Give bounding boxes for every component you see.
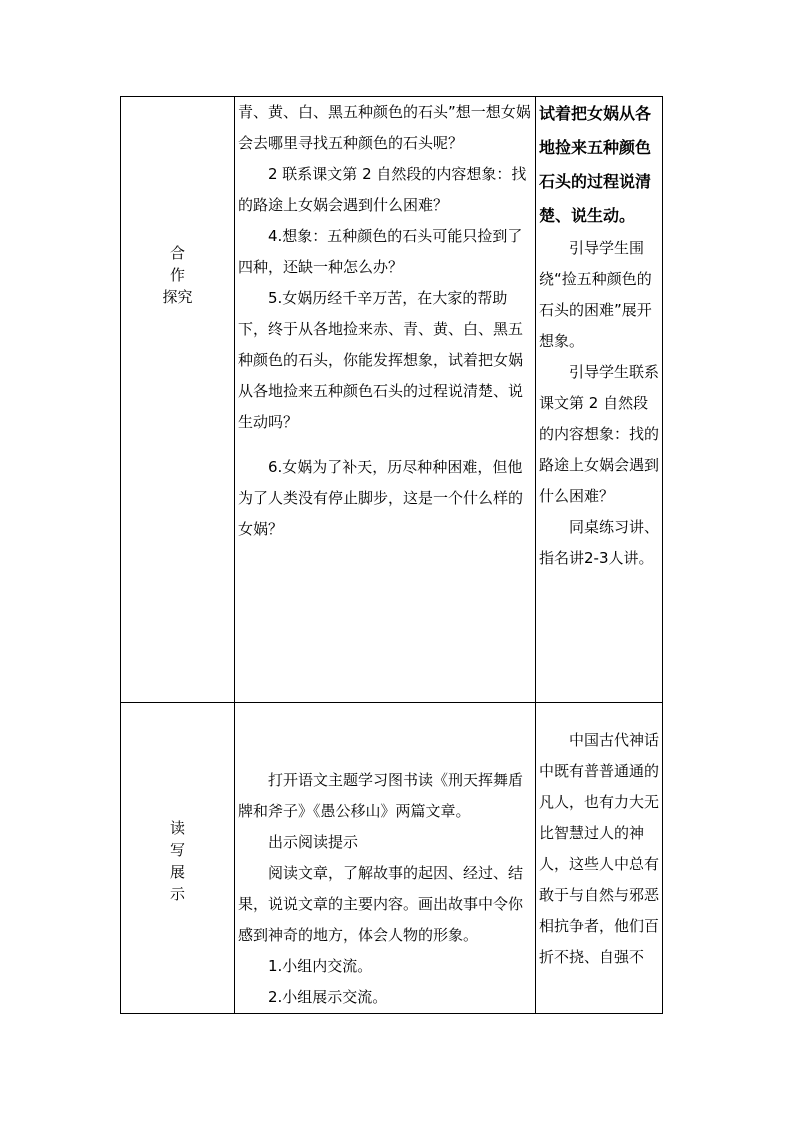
- paragraph: 1.小组内交流。: [268, 957, 373, 975]
- row2-middle-cell: [238, 765, 532, 1013]
- paragraph: 5.女娲历经千辛万苦，在大家的帮助下，终于从各地捡来赤、青、黄、白、黑五种颜色的石头，你能发挥想象，试着把女娲从各地捡来五种颜色石头的过程说清楚、说生动吗？: [238, 289, 524, 431]
- paragraph: 同桌练习讲、指名讲2-3人讲。: [539, 518, 660, 567]
- label-char: 作: [169, 266, 185, 284]
- paragraph: 阅读文章，了解故事的起因、经过、结果，说说文章的主要内容。画出故事中令你感到神奇的地方，体会人物的形象。: [238, 864, 524, 944]
- paragraph: 引导学生围绕“捡五种颜色的石头的困难”展开想象。: [539, 239, 652, 350]
- paragraph: 青、黄、白、黑五种颜色的石头”想一想女娲会去哪里寻找五种颜色的石头呢？: [238, 103, 531, 152]
- paragraph: 2 联系课文第 2 自然段的内容想象：找的路途上女娲会遇到什么困难？: [238, 165, 527, 214]
- lesson-table: [120, 96, 663, 1014]
- label-char: 读: [169, 819, 185, 837]
- row2-right-cell: [539, 725, 659, 1013]
- paragraph: 打开语文主题学习图书读《刑天挥舞盾牌和斧子》《愚公移山》两篇文章。: [238, 771, 524, 820]
- row-divider: [121, 702, 662, 703]
- column-divider-1: [234, 97, 235, 1013]
- label-char: 探究: [162, 288, 193, 306]
- paragraph: 引导学生联系课文第 2 自然段的内容想象：找的路途上女娲会遇到什么困难？: [539, 363, 660, 505]
- paragraph: 出示阅读提示: [268, 833, 359, 851]
- key-point: 试着把女娲从各地捡来五种颜色石头的过程说清楚、说生动。: [539, 104, 652, 225]
- label-char: 示: [169, 885, 185, 903]
- paragraph: 4.想象：五种颜色的石头可能只捡到了四种，还缺一种怎么办？: [238, 227, 523, 276]
- label-char: 合: [169, 244, 185, 262]
- label-char: 展: [169, 863, 185, 881]
- column-divider-2: [535, 97, 536, 1013]
- paragraph: 6.女娲为了补天，历尽种种困难，但他为了人类没有停止脚步，这是一个什么样的女娲？: [238, 458, 524, 538]
- section-label-cooperative-inquiry: [121, 242, 234, 308]
- row1-middle-cell: [238, 97, 532, 545]
- section-label-read-write-show: [121, 817, 234, 905]
- paragraph: 中国古代神话中既有普普通通的凡人，也有力大无比智慧过人的神人，这些人中总有敢于与自然与邪恶相抗争者，他们百折不挠、自强不: [539, 731, 659, 966]
- label-char: 写: [169, 841, 185, 859]
- row1-right-cell: [539, 97, 659, 574]
- paragraph: 2.小组展示交流。: [268, 988, 388, 1006]
